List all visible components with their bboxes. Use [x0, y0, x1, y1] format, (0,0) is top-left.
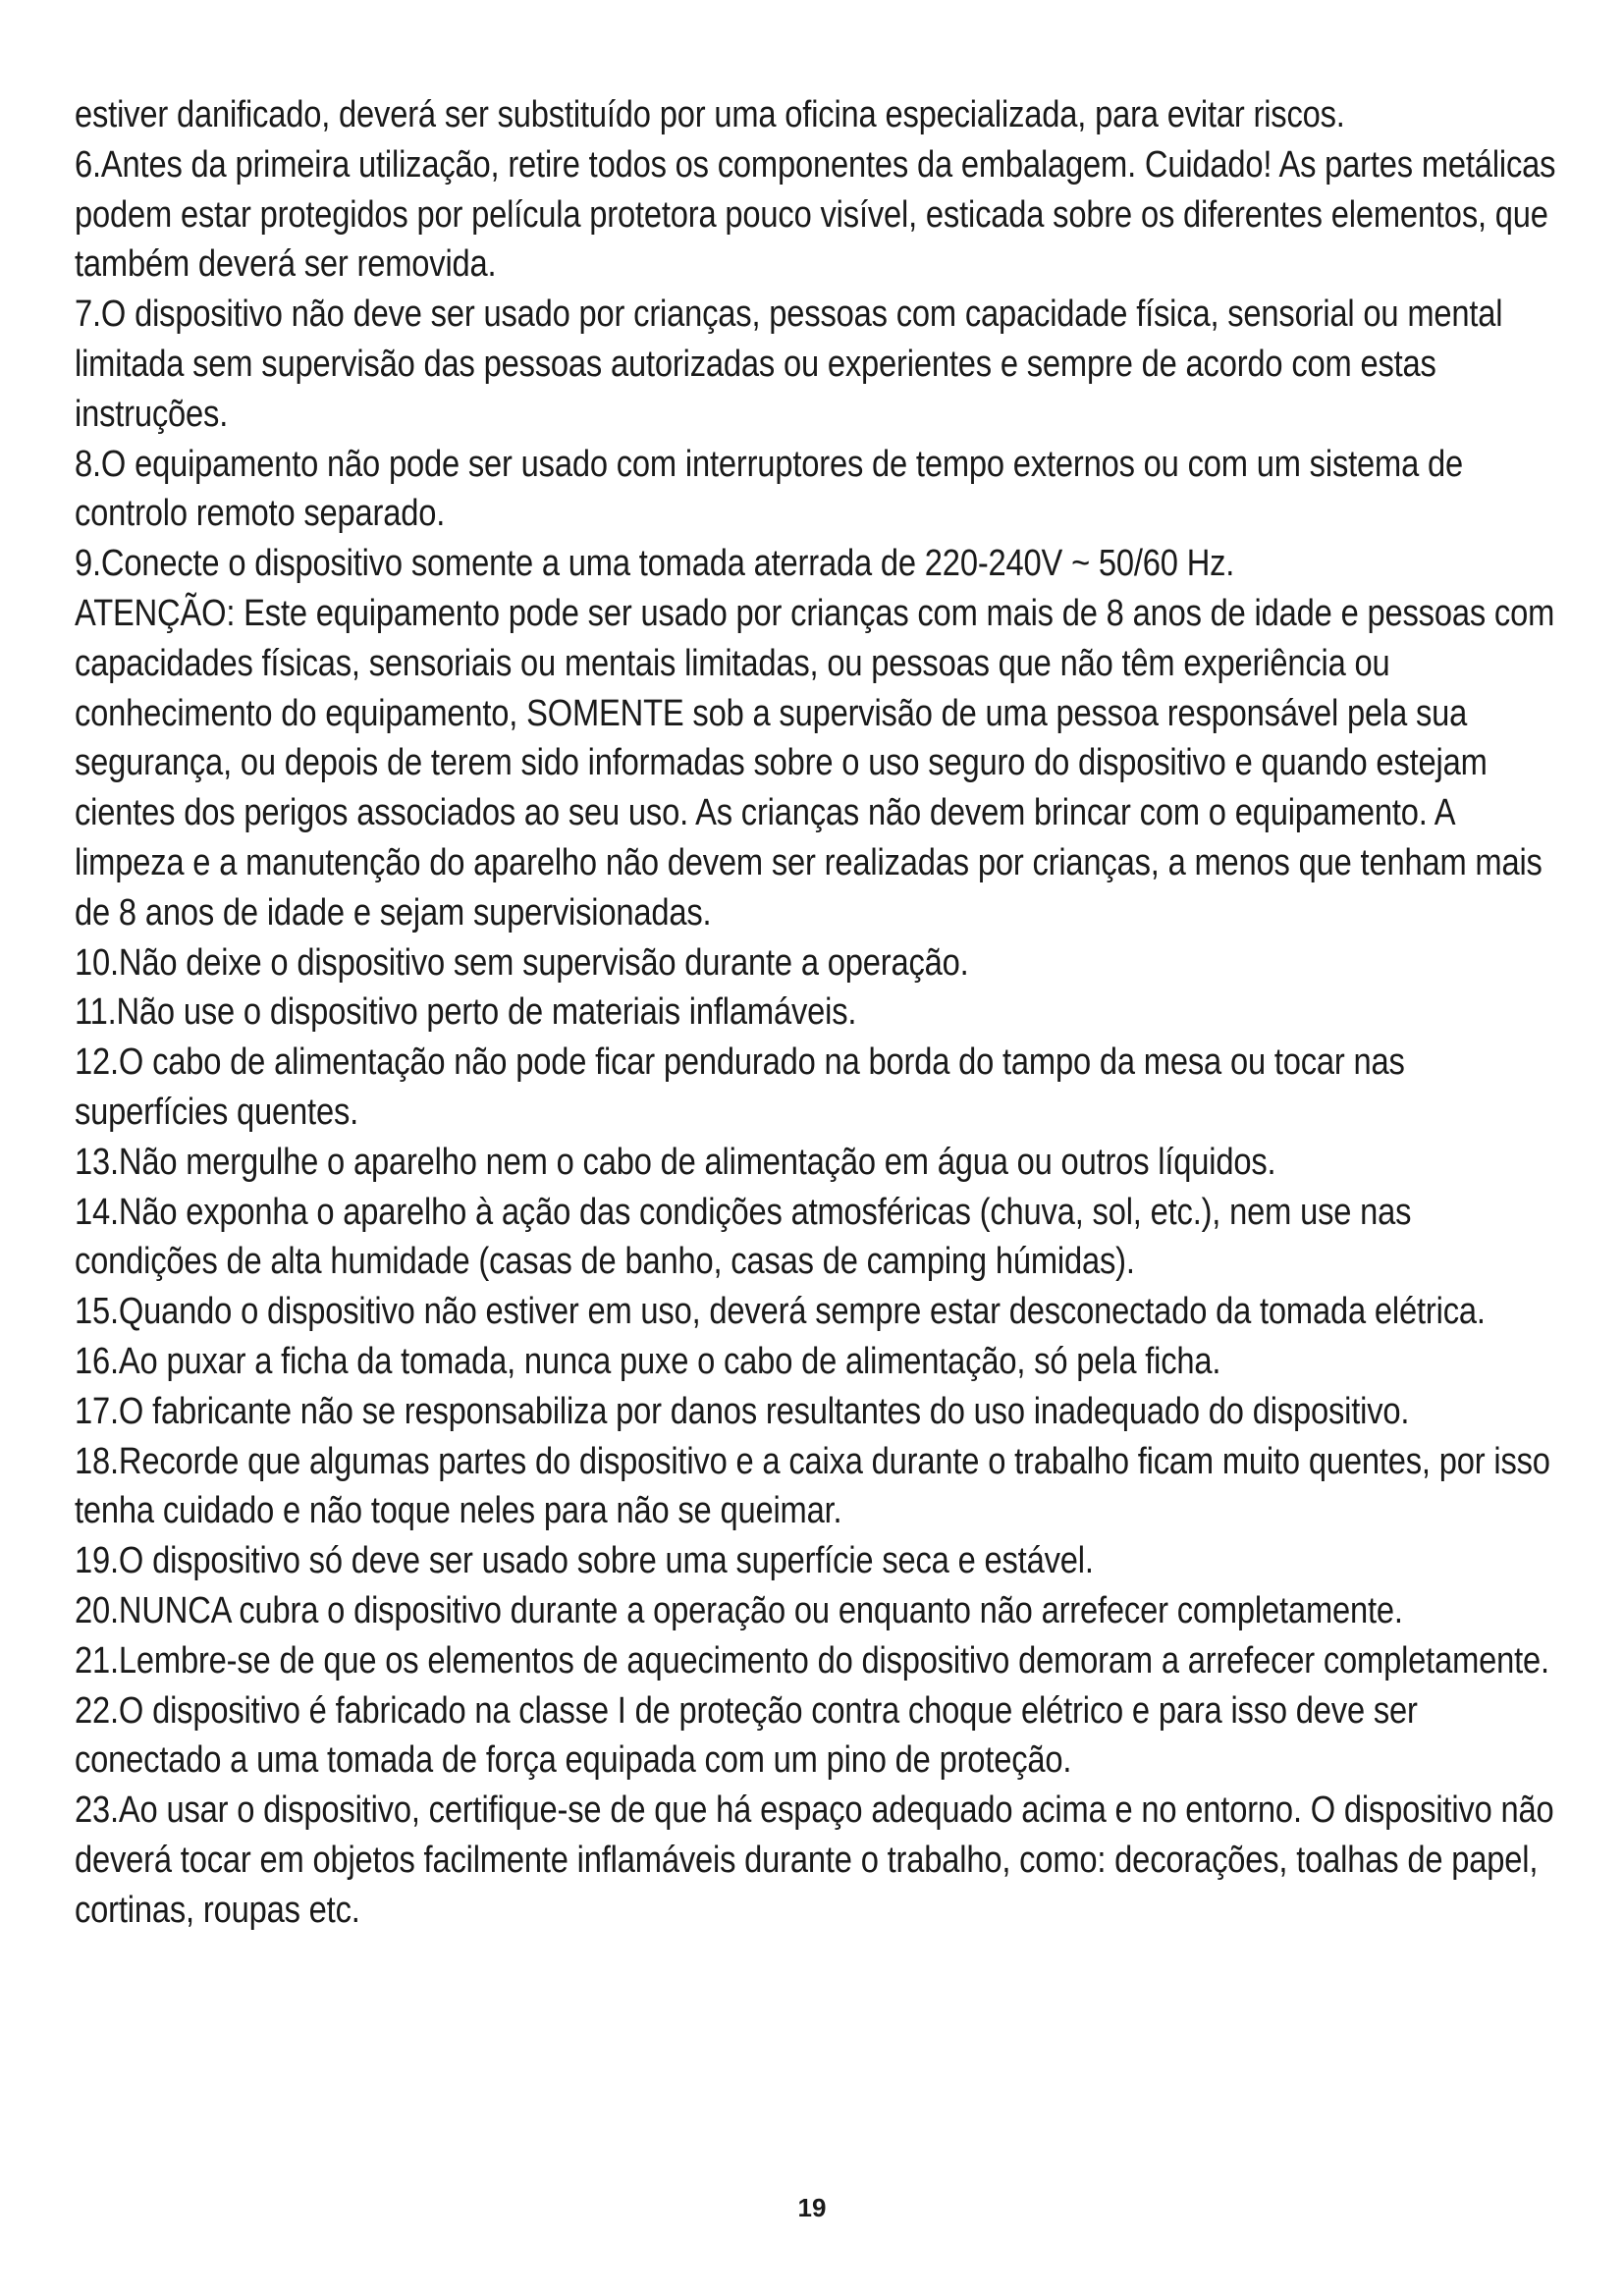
paragraph-item-8: 8.O equipamento não pode ser usado com interruptores de tempo externos ou com um sistema de controlo remoto separado.	[75, 443, 1463, 535]
paragraph-continuation: estiver danificado, deverá ser substituído por uma oficina especializada, para evitar riscos.	[75, 94, 1345, 135]
paragraph-item-18: 18.Recorde que algumas partes do dispositivo e a caixa durante o trabalho ficam muito quentes, por isso tenha cuidado e não toque neles para não se queimar.	[75, 1440, 1550, 1532]
paragraph-item-17: 17.O fabricante não se responsabiliza por danos resultantes do uso inadequado do dispositivo.	[75, 1390, 1410, 1432]
paragraph-item-14: 14.Não exponha o aparelho à ação das condições atmosféricas (chuva, sol, etc.), nem use nas condições de alta humidade (casas de banho, casas de camping húmidas).	[75, 1191, 1412, 1283]
paragraph-item-22: 22.O dispositivo é fabricado na classe I de proteção contra choque elétrico e para isso deve ser conectado a uma tomada de força equipada com um pino de proteção.	[75, 1689, 1418, 1782]
paragraph-item-13: 13.Não mergulhe o aparelho nem o cabo de alimentação em água ou outros líquidos.	[75, 1141, 1276, 1183]
paragraph-item-19: 19.O dispositivo só deve ser usado sobre uma superfície seca e estável.	[75, 1540, 1094, 1582]
page-number: 19	[797, 2193, 827, 2222]
paragraph-item-7: 7.O dispositivo não deve ser usado por crianças, pessoas com capacidade física, sensorial ou mental limitada sem supervisão das pessoas autorizadas ou experientes e sempre de acordo com estas instruções.	[75, 294, 1503, 435]
paragraph-item-6: 6.Antes da primeira utilização, retire todos os componentes da embalagem. Cuidado! As partes metálicas podem estar protegidos por película protetora pouco visível, esticada sobre os diferentes elementos, que também deverá ser removida.	[75, 143, 1556, 286]
document-body	[75, 90, 1559, 1935]
paragraph-item-10: 10.Não deixe o dispositivo sem supervisão durante a operação.	[75, 941, 969, 984]
paragraph-warning: ATENÇÃO: Este equipamento pode ser usado por crianças com mais de 8 anos de idade e pessoas com capacidades físicas, sensoriais ou mentais limitadas, ou pessoas que não têm experiência ou conhecimento do equipamento, SOMENTE sob a supervisão de uma pessoa responsável pela sua segurança, ou depois de terem sido informadas sobre o uso seguro do dispositivo e quando estejam cientes dos perigos associados ao seu uso. As crianças não devem brincar com o equipamento. A limpeza e a manutenção do aparelho não devem ser realizadas por crianças, a menos que tenham mais de 8 anos de idade e sejam supervisionadas.	[75, 592, 1555, 934]
paragraph-item-15: 15.Quando o dispositivo não estiver em uso, deverá sempre estar desconectado da tomada elétrica.	[75, 1291, 1486, 1333]
paragraph-item-21: 21.Lembre-se de que os elementos de aquecimento do dispositivo demoram a arrefecer completamente.	[75, 1639, 1549, 1682]
paragraph-item-16: 16.Ao puxar a ficha da tomada, nunca puxe o cabo de alimentação, só pela ficha.	[75, 1340, 1221, 1382]
paragraph-item-12: 12.O cabo de alimentação não pode ficar pendurado na borda do tampo da mesa ou tocar nas superfícies quentes.	[75, 1041, 1405, 1133]
paragraph-item-23: 23.Ao usar o dispositivo, certifique-se de que há espaço adequado acima e no entorno. O dispositivo não deverá tocar em objetos facilmente inflamáveis durante o trabalho, como: decorações, toalhas de papel, cortinas, roupas etc.	[75, 1789, 1554, 1931]
paragraph-item-9: 9.Conecte o dispositivo somente a uma tomada aterrada de 220-240V ~ 50/60 Hz.	[75, 543, 1235, 585]
paragraph-item-11: 11.Não use o dispositivo perto de materiais inflamáveis.	[75, 991, 857, 1034]
paragraph-item-20: 20.NUNCA cubra o dispositivo durante a operação ou enquanto não arrefecer completamente.	[75, 1589, 1403, 1631]
